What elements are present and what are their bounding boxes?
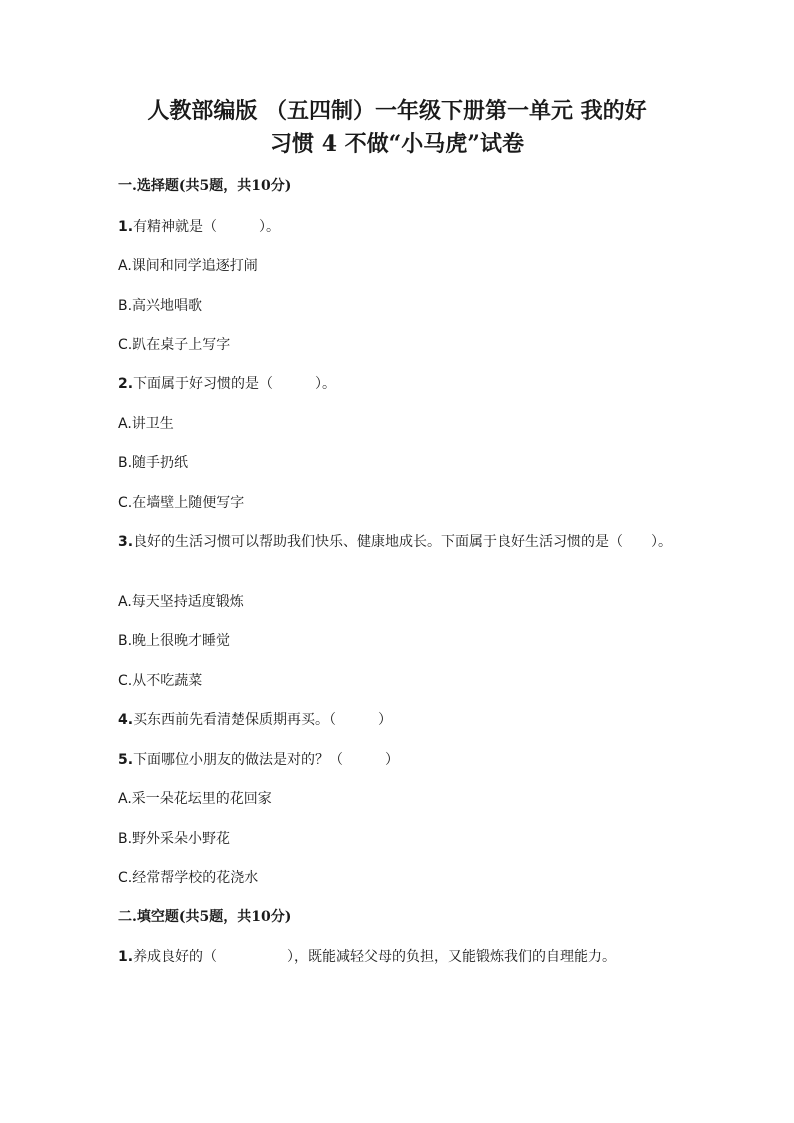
- option: A.讲卫生: [118, 416, 174, 432]
- question-number: 3.: [118, 534, 134, 550]
- section-heading-choice: 一.选择题(共5题，共10分): [118, 178, 292, 194]
- question: [118, 710, 392, 730]
- question-text: 良好的生活习惯可以帮助我们快乐、健康地成长。下面属于良好生活习惯的是（ ）。: [133, 534, 673, 550]
- question-text: 买东西前先看清楚保质期再买。（ ）: [133, 712, 393, 728]
- option: C.在墙壁上随便写字: [118, 495, 245, 511]
- question-text: 下面属于好习惯的是（ ）。: [133, 376, 337, 392]
- question: [118, 374, 336, 394]
- option: C.经常帮学校的花浇水: [118, 870, 259, 886]
- question: [118, 750, 399, 770]
- question: [118, 947, 678, 967]
- section-heading-fill-blank: 二.填空题(共5题，共10分): [118, 909, 292, 925]
- question-number: 4.: [118, 712, 134, 728]
- question-text: 有精神就是（ ）。: [133, 219, 281, 235]
- page-title-line-2: 习惯 4 不做“小马虎”试卷: [270, 131, 524, 157]
- question-number: 1.: [118, 219, 134, 235]
- option: B.高兴地唱歌: [118, 298, 203, 314]
- question-text: 养成良好的（ ），既能减轻父母的负担，又能锻炼我们的自理能力。: [133, 949, 617, 965]
- question-number: 2.: [118, 376, 134, 392]
- option: A.课间和同学追逐打闹: [118, 258, 258, 274]
- question-text: 下面哪位小朋友的做法是对的？（ ）: [133, 752, 400, 768]
- question: [118, 217, 280, 237]
- option: A.采一朵花坛里的花回家: [118, 791, 272, 807]
- option: C.趴在桌子上写字: [118, 337, 231, 353]
- question-number: 5.: [118, 752, 134, 768]
- option: B.随手扔纸: [118, 455, 189, 471]
- question-number: 1.: [118, 949, 134, 965]
- question: [118, 532, 678, 552]
- option: C.从不吃蔬菜: [118, 673, 203, 689]
- option: B.晚上很晚才睡觉: [118, 633, 231, 649]
- page-title-line-1: 人教部编版 （五四制）一年级下册第一单元 我的好: [147, 98, 647, 124]
- option: A.每天坚持适度锻炼: [118, 594, 244, 610]
- option: B.野外采朵小野花: [118, 831, 231, 847]
